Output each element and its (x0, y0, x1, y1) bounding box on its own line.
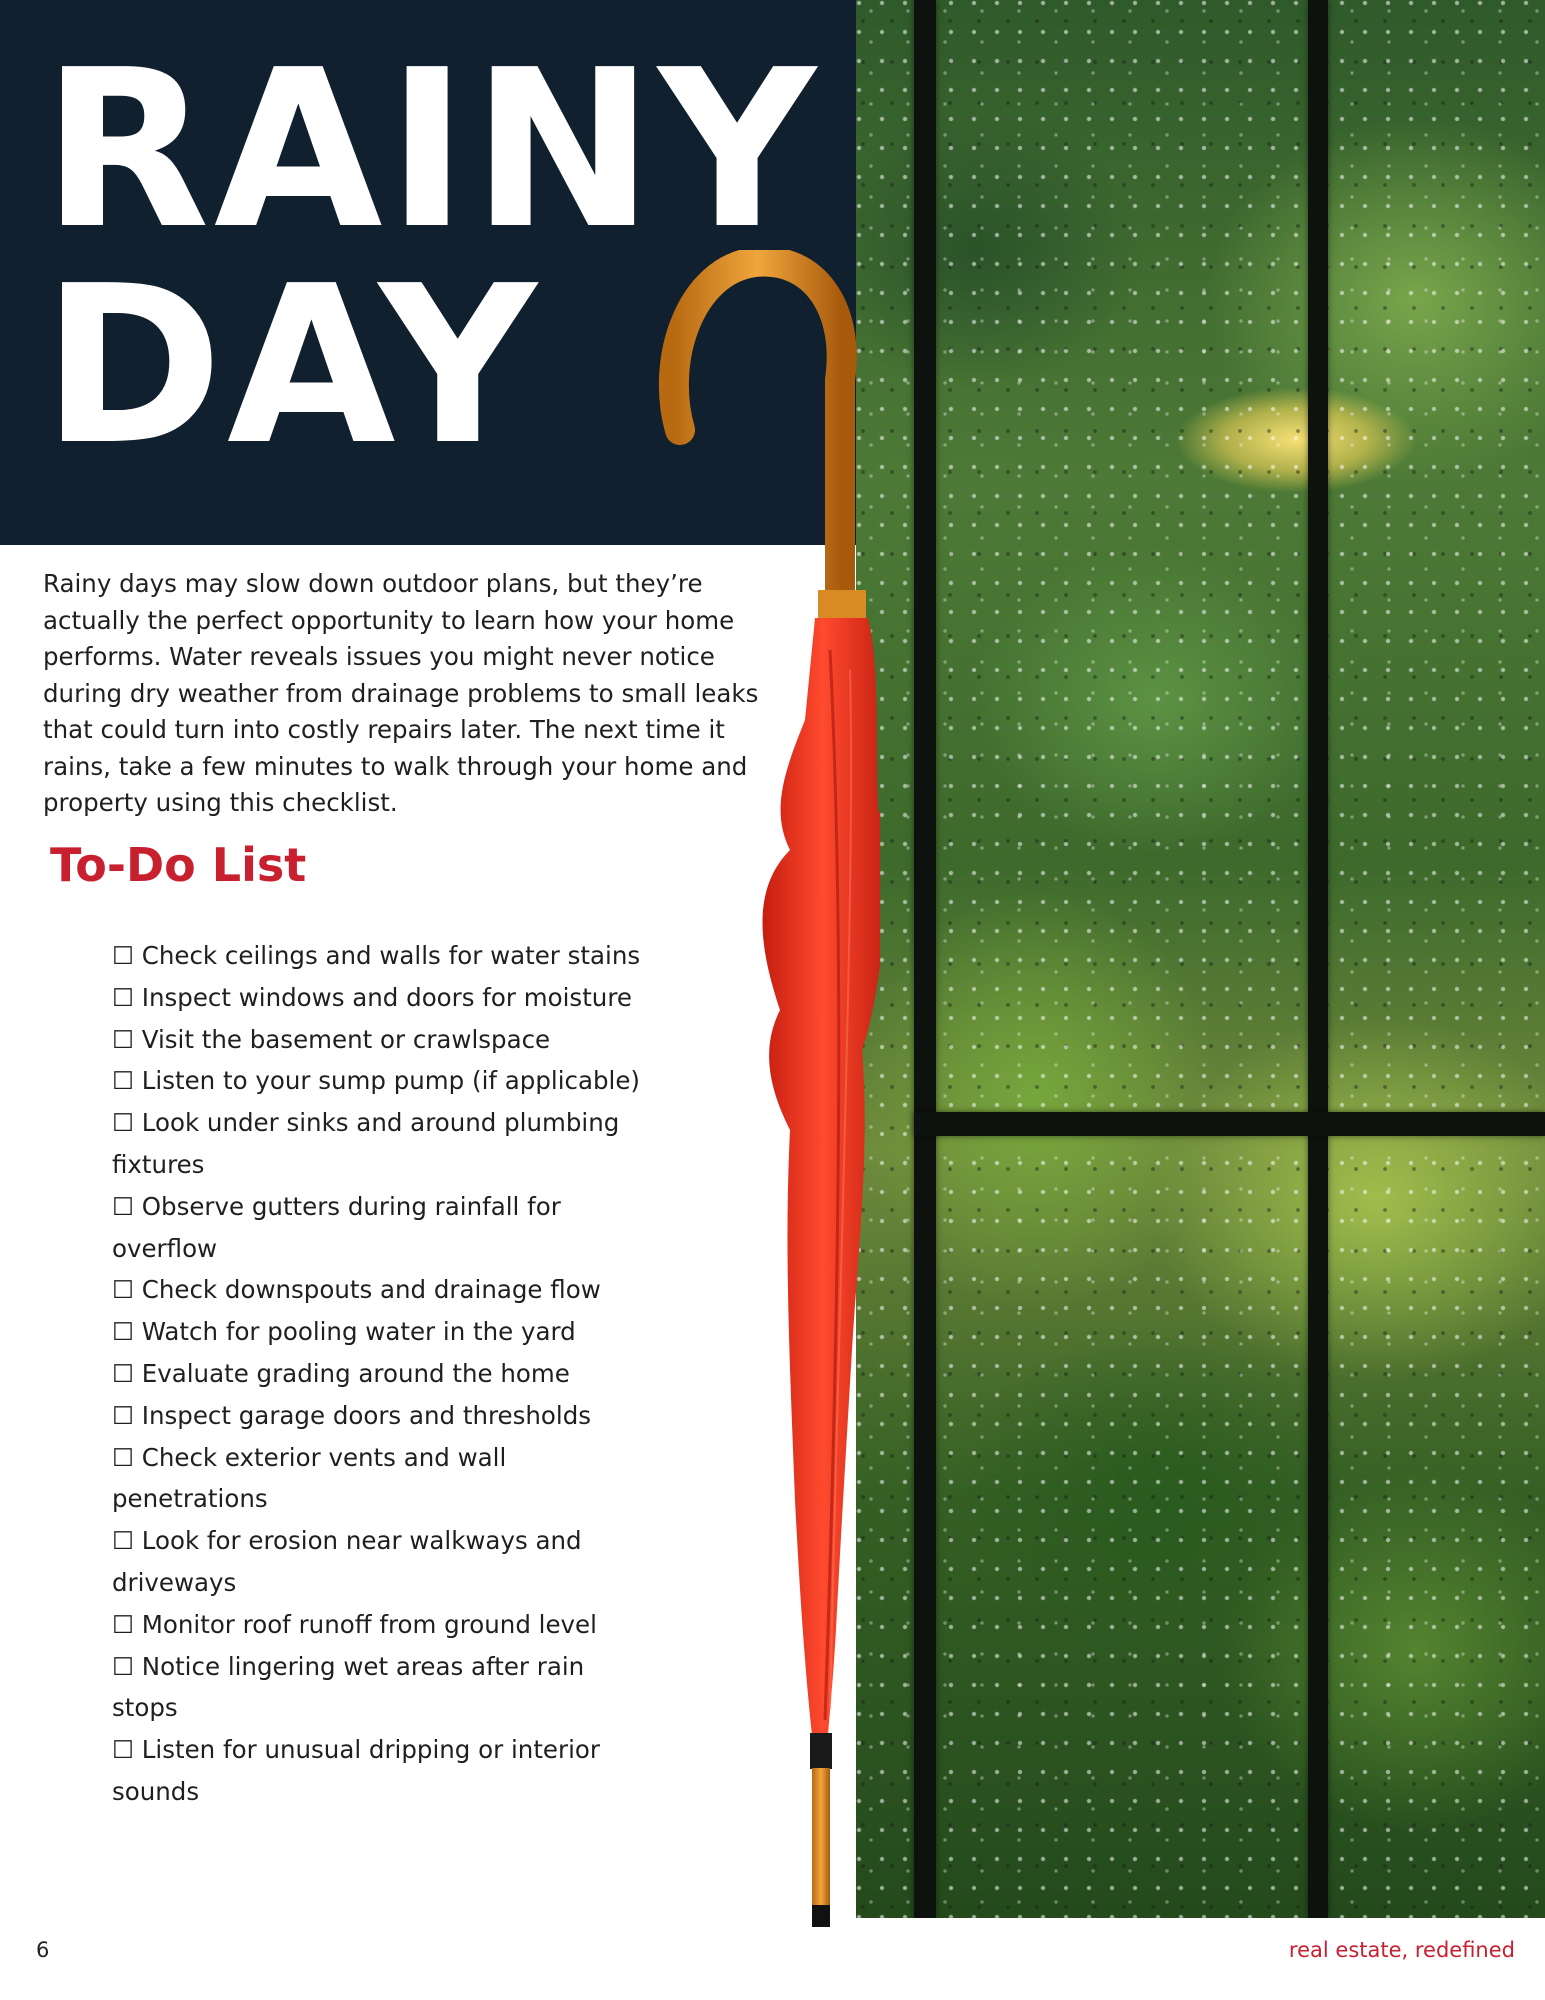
checklist-item[interactable]: ☐ Evaluate grading around the home (112, 1358, 570, 1388)
red-umbrella-image (640, 250, 880, 1930)
checklist-item[interactable]: ☐ Listen for unusual dripping or interior sounds (112, 1735, 600, 1806)
checklist-item[interactable]: ☐ Listen to your sump pump (if applicable) (112, 1066, 640, 1096)
window-bar-horizontal (914, 1112, 1545, 1136)
checklist-item[interactable]: ☐ Check downspouts and drainage flow (112, 1275, 601, 1305)
checklist-item[interactable]: ☐ Watch for pooling water in the yard (112, 1317, 576, 1347)
checklist-item[interactable]: ☐ Inspect garage doors and thresholds (112, 1400, 592, 1430)
window-bar-vertical-middle (1308, 0, 1328, 1918)
title-line-day: DAY (42, 240, 541, 493)
title-line-rainy: RAINY (42, 24, 820, 277)
intro-paragraph: Rainy days may slow down outdoor plans, but they’re actually the perfect opportunity to learn how your home performs. Water reveals issues you might never notice during dry weather from drainage problems to small leaks that could turn into costly repairs later. The next time it rains, take a few minutes to walk through your home and property using this checklist. (43, 569, 759, 817)
checklist-item[interactable]: ☐ Observe gutters during rainfall for overflow (112, 1191, 561, 1263)
todo-checklist (112, 935, 652, 1813)
footer-tagline: real estate, redefined (1288, 1938, 1515, 1962)
checklist-item[interactable]: ☐ Inspect windows and doors for moisture (112, 982, 632, 1012)
checklist-item[interactable]: ☐ Visit the basement or crawlspace (112, 1024, 551, 1054)
checklist-item[interactable]: ☐ Check ceilings and walls for water stains (112, 941, 641, 970)
page-number: 6 (36, 1938, 50, 1962)
checklist-item[interactable]: ☐ Monitor roof runoff from ground level (112, 1609, 597, 1639)
window-bar-vertical-left (914, 0, 936, 1918)
checklist-item[interactable]: ☐ Look under sinks and around plumbing fixtures (112, 1108, 620, 1179)
checklist-item[interactable]: ☐ Look for erosion near walkways and driveways (112, 1526, 582, 1597)
todo-heading: To-Do List (50, 838, 307, 892)
checklist-item[interactable]: ☐ Notice lingering wet areas after rain stops (112, 1651, 585, 1723)
checklist-item[interactable]: ☐ Check exterior vents and wall penetrations (112, 1442, 507, 1514)
raindrops-texture (856, 0, 1545, 1918)
rainy-window-photo (856, 0, 1545, 1918)
